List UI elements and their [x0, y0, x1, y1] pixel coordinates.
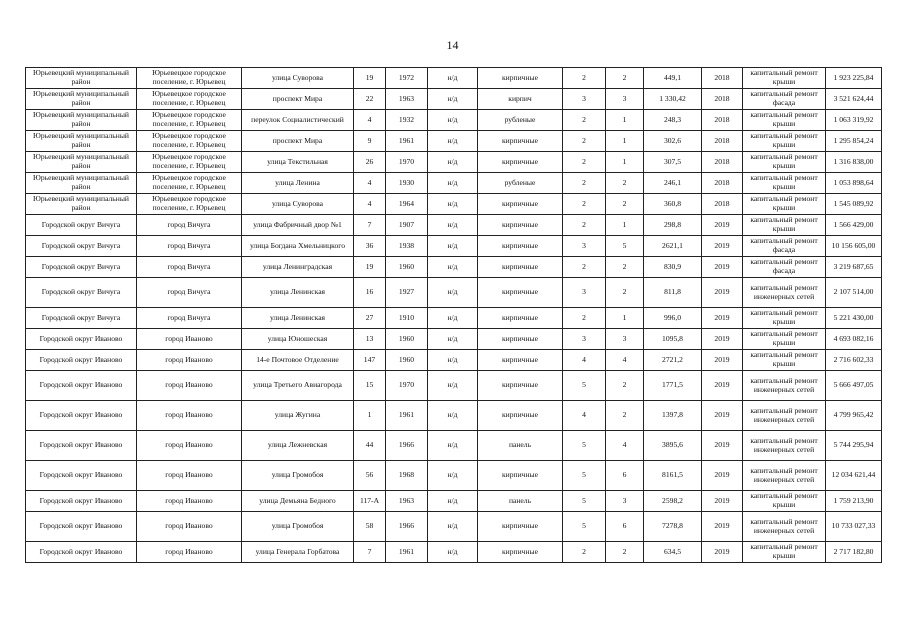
cell-settlement: Юрьевецкое городское поселение, г. Юрьевец — [137, 173, 242, 194]
cell-entrances: 2 — [606, 542, 644, 563]
cell-year: 2019 — [702, 329, 743, 350]
cell-year: 2019 — [702, 461, 743, 491]
cell-street: улица Третьего Авиагорода — [242, 371, 354, 401]
cell-entrances: 2 — [606, 371, 644, 401]
cell-area: 2621,1 — [644, 236, 702, 257]
cell-work-type: капитальный ремонт фасада — [743, 89, 826, 110]
cell-street: проспект Мира — [242, 131, 354, 152]
cell-house-number: 44 — [354, 431, 386, 461]
cell-work-type: капитальный ремонт крыши — [743, 215, 826, 236]
cell-floors: 2 — [563, 308, 606, 329]
cell-house-number: 117-А — [354, 491, 386, 512]
cell-entrances: 2 — [606, 68, 644, 89]
cell-work-type: капитальный ремонт крыши — [743, 491, 826, 512]
cell-year-built: 1963 — [386, 89, 428, 110]
cell-wall-material: кирпичные — [478, 512, 563, 542]
cell-street: улица Лежневская — [242, 431, 354, 461]
cell-area: 307,5 — [644, 152, 702, 173]
cell-year-built: 1961 — [386, 131, 428, 152]
cell-entrances: 3 — [606, 329, 644, 350]
cell-settlement: Юрьевецкое городское поселение, г. Юрьевец — [137, 194, 242, 215]
cell-floors: 2 — [563, 173, 606, 194]
cell-house-number: 27 — [354, 308, 386, 329]
cell-street: переулок Социалистический — [242, 110, 354, 131]
cell-cost: 12 034 621,44 — [826, 461, 882, 491]
cell-entrances: 2 — [606, 194, 644, 215]
table-row — [26, 461, 882, 491]
cell-house-number: 56 — [354, 461, 386, 491]
cell-floors: 2 — [563, 257, 606, 278]
cell-area: 449,1 — [644, 68, 702, 89]
cell-street: улица Громобоя — [242, 512, 354, 542]
cell-municipality: Городской округ Иваново — [26, 542, 137, 563]
cell-floors: 2 — [563, 215, 606, 236]
cell-cost: 1 295 854,24 — [826, 131, 882, 152]
cell-settlement: город Иваново — [137, 431, 242, 461]
cell-house-number: 13 — [354, 329, 386, 350]
cell-cost: 2 107 514,00 — [826, 278, 882, 308]
cell-house-number: 26 — [354, 152, 386, 173]
table-row — [26, 236, 882, 257]
cell-entrances: 1 — [606, 110, 644, 131]
cell-year: 2019 — [702, 512, 743, 542]
table-row — [26, 431, 882, 461]
cell-work-type: капитальный ремонт крыши — [743, 131, 826, 152]
cell-floors: 2 — [563, 542, 606, 563]
cell-street: улица Суворова — [242, 194, 354, 215]
table-row — [26, 152, 882, 173]
cell-settlement: Юрьевецкое городское поселение, г. Юрьевец — [137, 89, 242, 110]
cell-cost: 1 759 213,90 — [826, 491, 882, 512]
cell-year: 2019 — [702, 431, 743, 461]
cell-year-built: 1970 — [386, 371, 428, 401]
cell-cost: 1 566 429,00 — [826, 215, 882, 236]
cell-status: н/д — [428, 110, 478, 131]
cell-area: 1397,8 — [644, 401, 702, 431]
cell-wall-material: кирпичные — [478, 542, 563, 563]
cell-year-built: 1972 — [386, 68, 428, 89]
cell-settlement: город Иваново — [137, 512, 242, 542]
cell-municipality: Городской округ Вичуга — [26, 308, 137, 329]
cell-wall-material: кирпичные — [478, 401, 563, 431]
cell-work-type: капитальный ремонт инженерных сетей — [743, 431, 826, 461]
cell-year-built: 1966 — [386, 431, 428, 461]
cell-cost: 10 156 605,00 — [826, 236, 882, 257]
cell-municipality: Городской округ Иваново — [26, 491, 137, 512]
cell-floors: 5 — [563, 491, 606, 512]
cell-work-type: капитальный ремонт инженерных сетей — [743, 278, 826, 308]
cell-status: н/д — [428, 194, 478, 215]
cell-work-type: капитальный ремонт крыши — [743, 194, 826, 215]
cell-area: 811,8 — [644, 278, 702, 308]
cell-floors: 3 — [563, 329, 606, 350]
cell-status: н/д — [428, 131, 478, 152]
table-row — [26, 131, 882, 152]
cell-year-built: 1963 — [386, 491, 428, 512]
cell-settlement: город Иваново — [137, 542, 242, 563]
table-row — [26, 512, 882, 542]
cell-settlement: город Вичуга — [137, 215, 242, 236]
cell-municipality: Городской округ Иваново — [26, 461, 137, 491]
cell-area: 8161,5 — [644, 461, 702, 491]
table-row — [26, 329, 882, 350]
cell-cost: 4 693 082,16 — [826, 329, 882, 350]
cell-status: н/д — [428, 215, 478, 236]
cell-settlement: город Вичуга — [137, 278, 242, 308]
cell-cost: 5 744 295,94 — [826, 431, 882, 461]
cell-area: 1 330,42 — [644, 89, 702, 110]
cell-area: 248,3 — [644, 110, 702, 131]
cell-floors: 4 — [563, 350, 606, 371]
cell-status: н/д — [428, 329, 478, 350]
cell-work-type: капитальный ремонт крыши — [743, 110, 826, 131]
table-row — [26, 308, 882, 329]
cell-floors: 2 — [563, 152, 606, 173]
cell-work-type: капитальный ремонт крыши — [743, 173, 826, 194]
cell-year-built: 1938 — [386, 236, 428, 257]
cell-street: улица Богдана Хмельницкого — [242, 236, 354, 257]
cell-wall-material: рубленые — [478, 173, 563, 194]
cell-area: 1771,5 — [644, 371, 702, 401]
cell-house-number: 16 — [354, 278, 386, 308]
cell-status: н/д — [428, 173, 478, 194]
cell-municipality: Юрьевецкий муниципальный район — [26, 68, 137, 89]
cell-house-number: 15 — [354, 371, 386, 401]
cell-year-built: 1930 — [386, 173, 428, 194]
cell-wall-material: кирпичные — [478, 68, 563, 89]
cell-floors: 3 — [563, 278, 606, 308]
cell-year: 2019 — [702, 215, 743, 236]
cell-year-built: 1960 — [386, 257, 428, 278]
table-row — [26, 278, 882, 308]
cell-work-type: капитальный ремонт крыши — [743, 152, 826, 173]
cell-floors: 3 — [563, 236, 606, 257]
cell-year: 2019 — [702, 236, 743, 257]
cell-status: н/д — [428, 236, 478, 257]
cell-municipality: Юрьевецкий муниципальный район — [26, 110, 137, 131]
cell-area: 830,9 — [644, 257, 702, 278]
cell-settlement: Юрьевецкое городское поселение, г. Юрьевец — [137, 68, 242, 89]
cell-area: 996,0 — [644, 308, 702, 329]
cell-cost: 3 521 624,44 — [826, 89, 882, 110]
cell-municipality: Городской округ Иваново — [26, 350, 137, 371]
cell-floors: 5 — [563, 461, 606, 491]
cell-municipality: Городской округ Иваново — [26, 512, 137, 542]
cell-wall-material: кирпичные — [478, 308, 563, 329]
cell-settlement: город Иваново — [137, 401, 242, 431]
table-row — [26, 401, 882, 431]
cell-floors: 4 — [563, 401, 606, 431]
cell-house-number: 19 — [354, 68, 386, 89]
cell-entrances: 1 — [606, 131, 644, 152]
cell-street: улица Генерала Горбатова — [242, 542, 354, 563]
cell-cost: 5 666 497,05 — [826, 371, 882, 401]
table-row — [26, 371, 882, 401]
cell-municipality: Юрьевецкий муниципальный район — [26, 152, 137, 173]
cell-work-type: капитальный ремонт инженерных сетей — [743, 461, 826, 491]
table-row — [26, 542, 882, 563]
cell-settlement: Юрьевецкое городское поселение, г. Юрьевец — [137, 152, 242, 173]
cell-year: 2019 — [702, 257, 743, 278]
cell-cost: 10 733 027,33 — [826, 512, 882, 542]
cell-area: 298,8 — [644, 215, 702, 236]
cell-entrances: 6 — [606, 461, 644, 491]
table-row — [26, 194, 882, 215]
cell-year-built: 1960 — [386, 350, 428, 371]
cell-municipality: Городской округ Вичуга — [26, 236, 137, 257]
cell-street: улица Ленинская — [242, 308, 354, 329]
cell-year: 2019 — [702, 542, 743, 563]
cell-cost: 1 063 319,92 — [826, 110, 882, 131]
cell-house-number: 9 — [354, 131, 386, 152]
cell-area: 634,5 — [644, 542, 702, 563]
cell-wall-material: кирпичные — [478, 131, 563, 152]
cell-year-built: 1964 — [386, 194, 428, 215]
cell-floors: 2 — [563, 194, 606, 215]
table-row — [26, 491, 882, 512]
cell-settlement: город Вичуга — [137, 236, 242, 257]
table-row — [26, 257, 882, 278]
cell-municipality: Юрьевецкий муниципальный район — [26, 131, 137, 152]
cell-settlement: Юрьевецкое городское поселение, г. Юрьевец — [137, 131, 242, 152]
cell-settlement: город Вичуга — [137, 308, 242, 329]
cell-work-type: капитальный ремонт фасада — [743, 236, 826, 257]
cell-municipality: Городской округ Иваново — [26, 329, 137, 350]
cell-street: улица Ленинская — [242, 278, 354, 308]
cell-street: улица Громобоя — [242, 461, 354, 491]
cell-house-number: 4 — [354, 194, 386, 215]
cell-street: улица Демьяна Бедного — [242, 491, 354, 512]
cell-area: 3895,6 — [644, 431, 702, 461]
cell-house-number: 19 — [354, 257, 386, 278]
cell-status: н/д — [428, 371, 478, 401]
cell-municipality: Городской округ Иваново — [26, 401, 137, 431]
cell-entrances: 2 — [606, 173, 644, 194]
cell-status: н/д — [428, 542, 478, 563]
cell-floors: 2 — [563, 131, 606, 152]
cell-entrances: 2 — [606, 257, 644, 278]
cell-entrances: 2 — [606, 401, 644, 431]
cell-year-built: 1970 — [386, 152, 428, 173]
page-number: 14 — [446, 38, 459, 52]
cell-work-type: капитальный ремонт крыши — [743, 542, 826, 563]
cell-year-built: 1968 — [386, 461, 428, 491]
cell-floors: 5 — [563, 371, 606, 401]
cell-floors: 5 — [563, 431, 606, 461]
cell-floors: 2 — [563, 68, 606, 89]
table-row — [26, 350, 882, 371]
table-row — [26, 89, 882, 110]
cell-floors: 5 — [563, 512, 606, 542]
cell-municipality: Городской округ Вичуга — [26, 215, 137, 236]
cell-wall-material: кирпичные — [478, 278, 563, 308]
cell-house-number: 58 — [354, 512, 386, 542]
cell-entrances: 4 — [606, 431, 644, 461]
cell-year: 2018 — [702, 89, 743, 110]
cell-settlement: Юрьевецкое городское поселение, г. Юрьевец — [137, 110, 242, 131]
cell-wall-material: кирпичные — [478, 350, 563, 371]
cell-wall-material: кирпич — [478, 89, 563, 110]
cell-area: 1095,8 — [644, 329, 702, 350]
cell-status: н/д — [428, 512, 478, 542]
cell-municipality: Городской округ Вичуга — [26, 278, 137, 308]
cell-entrances: 5 — [606, 236, 644, 257]
cell-status: н/д — [428, 89, 478, 110]
cell-entrances: 4 — [606, 350, 644, 371]
cell-year: 2018 — [702, 131, 743, 152]
cell-status: н/д — [428, 68, 478, 89]
cell-status: н/д — [428, 401, 478, 431]
cell-status: н/д — [428, 152, 478, 173]
cell-status: н/д — [428, 308, 478, 329]
cell-floors: 2 — [563, 110, 606, 131]
cell-street: улица Фабричный двор №1 — [242, 215, 354, 236]
cell-cost: 1 053 898,64 — [826, 173, 882, 194]
cell-wall-material: кирпичные — [478, 194, 563, 215]
cell-status: н/д — [428, 278, 478, 308]
cell-wall-material: кирпичные — [478, 461, 563, 491]
cell-street: улица Суворова — [242, 68, 354, 89]
cell-house-number: 147 — [354, 350, 386, 371]
cell-municipality: Юрьевецкий муниципальный район — [26, 173, 137, 194]
cell-wall-material: панель — [478, 491, 563, 512]
cell-entrances: 1 — [606, 215, 644, 236]
cell-work-type: капитальный ремонт инженерных сетей — [743, 401, 826, 431]
cell-street: улица Жугина — [242, 401, 354, 431]
cell-cost: 1 923 225,84 — [826, 68, 882, 89]
cell-year-built: 1960 — [386, 329, 428, 350]
cell-year: 2018 — [702, 173, 743, 194]
cell-wall-material: кирпичные — [478, 371, 563, 401]
cell-wall-material: кирпичные — [478, 329, 563, 350]
cell-settlement: город Иваново — [137, 371, 242, 401]
cell-settlement: город Иваново — [137, 491, 242, 512]
cell-area: 360,8 — [644, 194, 702, 215]
cell-municipality: Городской округ Иваново — [26, 371, 137, 401]
cell-year: 2019 — [702, 350, 743, 371]
cell-status: н/д — [428, 461, 478, 491]
cell-year: 2018 — [702, 152, 743, 173]
cell-status: н/д — [428, 491, 478, 512]
cell-year-built: 1961 — [386, 542, 428, 563]
cell-year: 2018 — [702, 68, 743, 89]
cell-municipality: Городской округ Вичуга — [26, 257, 137, 278]
cell-year: 2019 — [702, 401, 743, 431]
cell-area: 246,1 — [644, 173, 702, 194]
cell-year-built: 1932 — [386, 110, 428, 131]
cell-year: 2019 — [702, 308, 743, 329]
cell-entrances: 3 — [606, 491, 644, 512]
cell-year-built: 1961 — [386, 401, 428, 431]
cell-house-number: 1 — [354, 401, 386, 431]
cell-wall-material: кирпичные — [478, 152, 563, 173]
cell-entrances: 1 — [606, 308, 644, 329]
housing-repair-table — [25, 67, 882, 563]
cell-street: улица Ленина — [242, 173, 354, 194]
cell-cost: 2 716 602,33 — [826, 350, 882, 371]
cell-area: 302,6 — [644, 131, 702, 152]
cell-street: 14-е Почтовое Отделение — [242, 350, 354, 371]
cell-cost: 1 545 089,92 — [826, 194, 882, 215]
cell-cost: 3 219 687,65 — [826, 257, 882, 278]
table-row — [26, 173, 882, 194]
cell-municipality: Юрьевецкий муниципальный район — [26, 89, 137, 110]
cell-year-built: 1910 — [386, 308, 428, 329]
cell-year: 2018 — [702, 194, 743, 215]
cell-wall-material: панель — [478, 431, 563, 461]
cell-work-type: капитальный ремонт инженерных сетей — [743, 371, 826, 401]
cell-house-number: 7 — [354, 542, 386, 563]
cell-house-number: 7 — [354, 215, 386, 236]
cell-street: улица Юношеская — [242, 329, 354, 350]
table-row — [26, 68, 882, 89]
cell-municipality: Городской округ Иваново — [26, 431, 137, 461]
cell-entrances: 2 — [606, 278, 644, 308]
cell-settlement: город Иваново — [137, 461, 242, 491]
cell-house-number: 22 — [354, 89, 386, 110]
cell-entrances: 6 — [606, 512, 644, 542]
cell-entrances: 3 — [606, 89, 644, 110]
cell-year: 2019 — [702, 371, 743, 401]
cell-municipality: Юрьевецкий муниципальный район — [26, 194, 137, 215]
cell-year: 2018 — [702, 110, 743, 131]
table-row — [26, 215, 882, 236]
cell-year: 2019 — [702, 491, 743, 512]
cell-cost: 5 221 430,00 — [826, 308, 882, 329]
cell-year: 2019 — [702, 278, 743, 308]
cell-area: 2721,2 — [644, 350, 702, 371]
cell-wall-material: рубленые — [478, 110, 563, 131]
cell-work-type: капитальный ремонт инженерных сетей — [743, 512, 826, 542]
cell-area: 2598,2 — [644, 491, 702, 512]
cell-settlement: город Вичуга — [137, 257, 242, 278]
cell-settlement: город Иваново — [137, 350, 242, 371]
cell-status: н/д — [428, 350, 478, 371]
cell-cost: 2 717 182,80 — [826, 542, 882, 563]
cell-work-type: капитальный ремонт крыши — [743, 308, 826, 329]
cell-street: улица Текстильная — [242, 152, 354, 173]
cell-status: н/д — [428, 257, 478, 278]
cell-wall-material: кирпичные — [478, 257, 563, 278]
cell-area: 7278,8 — [644, 512, 702, 542]
cell-settlement: город Иваново — [137, 329, 242, 350]
cell-wall-material: кирпичные — [478, 215, 563, 236]
cell-wall-material: кирпичные — [478, 236, 563, 257]
cell-entrances: 1 — [606, 152, 644, 173]
cell-year-built: 1907 — [386, 215, 428, 236]
cell-work-type: капитальный ремонт крыши — [743, 329, 826, 350]
cell-house-number: 4 — [354, 110, 386, 131]
table-row — [26, 110, 882, 131]
cell-street: проспект Мира — [242, 89, 354, 110]
cell-status: н/д — [428, 431, 478, 461]
cell-year-built: 1966 — [386, 512, 428, 542]
cell-house-number: 36 — [354, 236, 386, 257]
cell-house-number: 4 — [354, 173, 386, 194]
cell-work-type: капитальный ремонт крыши — [743, 68, 826, 89]
cell-cost: 4 799 965,42 — [826, 401, 882, 431]
cell-work-type: капитальный ремонт фасада — [743, 257, 826, 278]
cell-street: улица Ленинградская — [242, 257, 354, 278]
cell-floors: 3 — [563, 89, 606, 110]
cell-work-type: капитальный ремонт крыши — [743, 350, 826, 371]
cell-cost: 1 316 838,00 — [826, 152, 882, 173]
cell-year-built: 1927 — [386, 278, 428, 308]
